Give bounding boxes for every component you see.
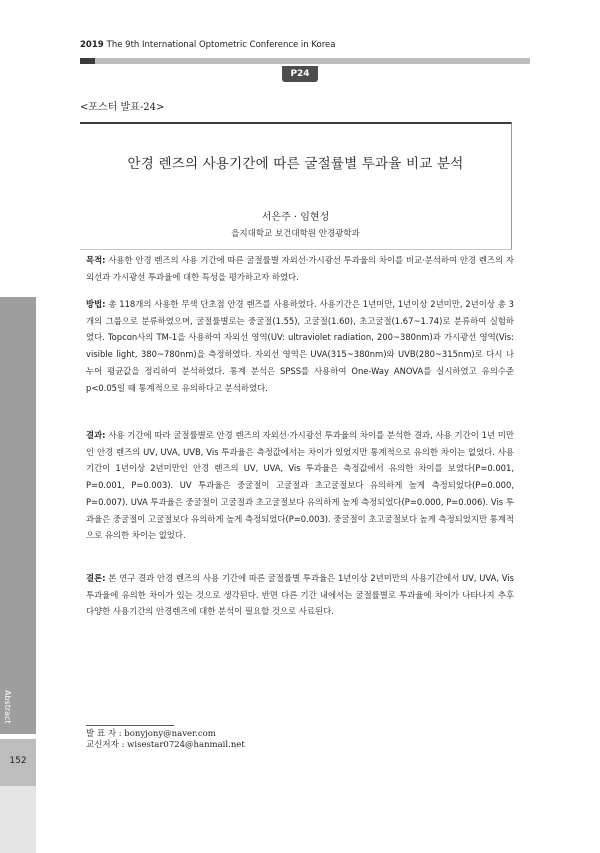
presenter-email: 발 표 자 : bonyjony@naver.com — [86, 729, 216, 739]
conclusion-heading: 결론: — [86, 573, 106, 583]
footnote-divider — [86, 725, 174, 726]
section-methods — [86, 296, 514, 396]
results-text: 사용 기간에 따라 굴절률별로 안경 렌즈의 자외선·가시광선 투과율의 차이를 분석한 결과, 사용 기간이 1년 미만인 안경 렌즈의 UV, UVA, UVB, Vis 투과율은 측정값에서는 차이가 있었지만 통계적으로 유의한 차이는 없었다. 사용 기간이 1년이상 2년미만인 안경 렌즈의 UV, UVA, Vis 투과율은 측정값에서 유의한 차이를 보였다(P=0.001, P=0.001, P=0.003). UV 투과율은 중굴절이 고굴절과 초고굴절보다 유의하게 높게 측정되었다(P=0.000, P=0.007). UVA 투과율은 중굴절이 고굴절과 초고굴절보다 유의하게 높게 측정되었다(P=0.000, P=0.006). Vis 투과율은 중굴절이 고굴절보다 유의하게 높게 측정되었다(P=0.003). 중굴절이 초고굴절보다 높게 측정되었지만 통계적으로 유의한 차이는 없었다. — [86, 430, 514, 541]
section-conclusion — [86, 570, 514, 620]
header-rule-light — [95, 58, 530, 64]
purpose-text: 사용한 안경 렌즈의 사용 기간에 따른 굴절률별 자외선·가시광선 투과율의 차이를 비교·분석하여 안경 렌즈의 자외선과 가시광선 투과율에 대한 특성을 평가하고자 하였다. — [86, 255, 514, 282]
conference-header — [80, 40, 335, 50]
abstract-side-label: Abstract — [3, 690, 12, 724]
page-number: 152 — [9, 756, 27, 766]
authors: 서은주 · 임현성 — [261, 212, 330, 223]
side-strip — [0, 786, 36, 853]
title-box — [80, 122, 512, 250]
poster-number-badge: P24 — [282, 66, 318, 82]
section-results — [86, 427, 514, 544]
results-heading: 결과: — [86, 430, 106, 440]
conference-name: The 9th International Optometric Conference in Korea — [106, 40, 336, 50]
section-purpose — [86, 252, 514, 285]
methods-text: 총 118개의 사용한 무색 단초점 안경 렌즈를 사용하였다. 사용기간은 1년미만, 1년이상 2년미만, 2년이상 총 3개의 그룹으로 분류하였으며, 굴절률별로는 중굴절(1.55), 고굴절(1.60), 초고굴절(1.67~1.74)로 분류하여 실험하였다. Topcon사의 TM-1을 사용하여 자외선 영역(UV: ultraviolet radiation, 200~380nm)과 가시광선 영역(Vis: visible light, 380~780nm)을 측정하였다. 자외선 영역은 UVA(315~380nm)와 UVB(280~315nm)로 다시 나누어 평균값을 정리하여 분석하였다. 통계 분석은 SPSS를 사용하여 One-Way ANOVA를 실시하였고 유의수준 p<0.05일 때 통계적으로 유의하다고 분석하였다. — [86, 299, 514, 393]
affiliation: 을지대학교 보건대학원 안경광학과 — [231, 229, 360, 239]
header-rule-dark — [80, 58, 95, 64]
corresponding-email: 교신저자 : wisestar0724@hanmail.net — [86, 740, 245, 750]
purpose-heading: 목적: — [86, 255, 106, 265]
paper-title: 안경 렌즈의 사용기간에 따른 굴절률별 투과율 비교 분석 — [127, 156, 464, 172]
methods-heading: 방법: — [86, 299, 106, 309]
poster-label: <포스터 발표-24> — [80, 102, 165, 113]
abstract-side-tab — [0, 297, 36, 734]
conclusion-text: 본 연구 결과 안경 렌즈의 사용 기간에 따른 굴절률별 투과율은 1년이상 2년미만의 사용기간에서 UV, UVA, Vis 투과율에 유의한 차이가 있는 것으로 생각된다. 반면 다른 기간 내에서는 굴절률별로 투과율에 차이가 나타나지 추후 다양한 사용기간의 안경렌즈에 대한 분석이 필요할 것으로 사료된다. — [86, 573, 514, 617]
conference-year: 2019 — [80, 40, 104, 50]
